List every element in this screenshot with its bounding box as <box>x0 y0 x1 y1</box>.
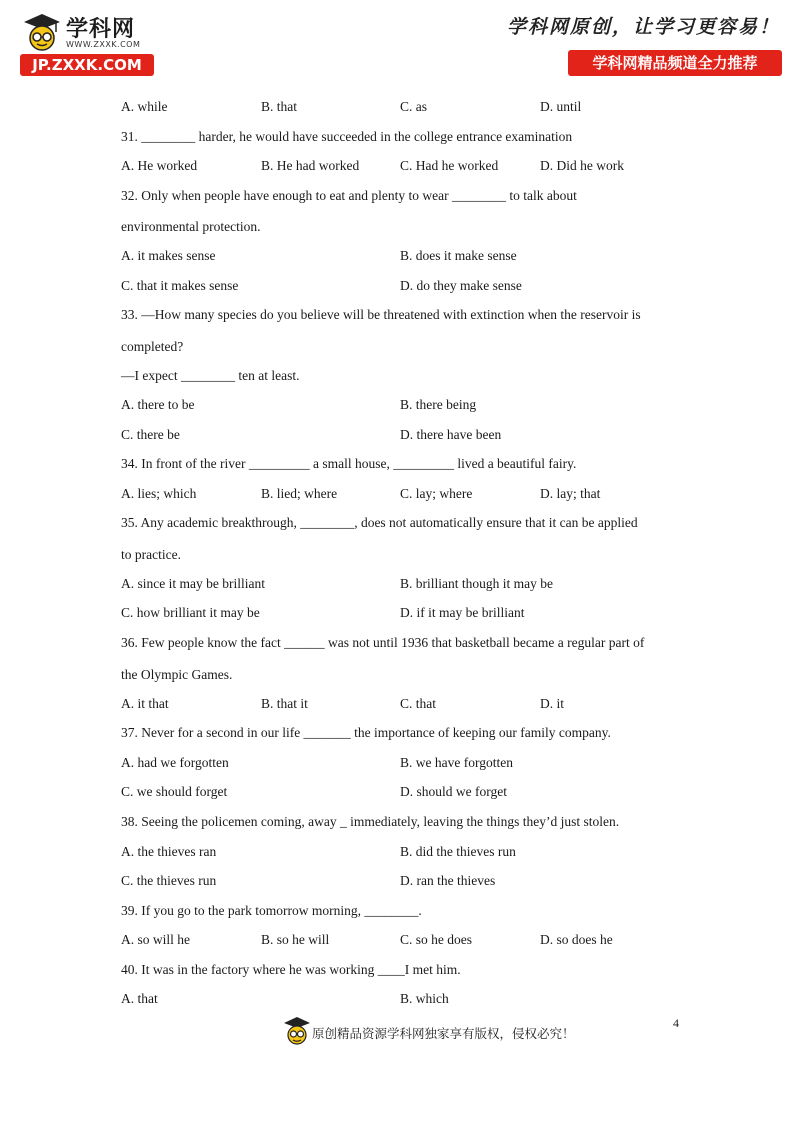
answer-option: C. there be <box>121 427 180 442</box>
answer-option: C. Had he worked <box>400 158 499 173</box>
options-row <box>0 755 800 773</box>
answer-option: D. do they make sense <box>400 278 522 293</box>
options-row <box>0 932 800 950</box>
answer-option: B. brilliant though it may be <box>400 576 553 591</box>
copyright-notice: 原创精品资源学科网独家享有版权，侵权必究！ <box>312 1026 575 1041</box>
answer-option: A. since it may be brilliant <box>121 576 265 591</box>
question-text: 40. It was in the factory where he was working ____I met him. <box>121 962 461 977</box>
options-row <box>0 873 800 891</box>
answer-option: D. if it may be brilliant <box>400 605 525 620</box>
answer-option: A. the thieves ran <box>121 844 217 859</box>
options-row <box>0 784 800 802</box>
answer-option: D. lay; that <box>540 486 601 501</box>
question-text: to practice. <box>121 547 181 562</box>
question-text: 33. —How many species do you believe will be threatened with extinction when the reservoir is <box>121 307 641 322</box>
options-row <box>0 158 800 176</box>
answer-option: B. lied; where <box>261 486 338 501</box>
question-text: 36. Few people know the fact ______ was not until 1936 that basketball became a regular part of <box>121 635 645 650</box>
mascot-icon <box>283 1016 311 1046</box>
answer-option: A. it that <box>121 696 169 711</box>
answer-option: B. did the thieves run <box>400 844 516 859</box>
answer-option: D. Did he work <box>540 158 624 173</box>
answer-option: A. that <box>121 991 158 1006</box>
options-row <box>0 486 800 504</box>
question-text: completed? <box>121 339 184 354</box>
question-text: 34. In front of the river _________ a small house, _________ lived a beautiful fairy. <box>121 456 577 471</box>
site-logo[interactable] <box>14 8 154 80</box>
answer-option: D. until <box>540 99 582 114</box>
question-text: the Olympic Games. <box>121 667 233 682</box>
options-row <box>0 696 800 714</box>
answer-option: A. had we forgotten <box>121 755 229 770</box>
answer-option: B. there being <box>400 397 477 412</box>
answer-option: C. that it makes sense <box>121 278 239 293</box>
options-row <box>0 397 800 415</box>
answer-option: B. which <box>400 991 449 1006</box>
answer-option: B. that <box>261 99 297 114</box>
answer-option: C. so he does <box>400 932 472 947</box>
question-text: environmental protection. <box>121 219 261 234</box>
answer-option: C. lay; where <box>400 486 473 501</box>
options-row <box>0 605 800 623</box>
site-url-badge[interactable]: JP.ZXXK.COM <box>20 54 154 76</box>
answer-option: D. there have been <box>400 427 502 442</box>
options-row <box>0 278 800 296</box>
answer-option: C. we should forget <box>121 784 228 799</box>
answer-option: A. lies; which <box>121 486 197 501</box>
question-text: 37. Never for a second in our life _______ the importance of keeping our family company. <box>121 725 611 740</box>
options-row <box>0 576 800 594</box>
options-row <box>0 844 800 862</box>
answer-option: A. it makes sense <box>121 248 216 263</box>
question-text: 35. Any academic breakthrough, ________, does not automatically ensure that it can be applied <box>121 515 638 530</box>
question-text: 39. If you go to the park tomorrow morning, ________. <box>121 903 422 918</box>
answer-option: A. He worked <box>121 158 198 173</box>
answer-option: C. as <box>400 99 427 114</box>
answer-option: A. while <box>121 99 168 114</box>
slogan: 学科网原创，让学习更容易！ <box>506 16 780 38</box>
brand-url: WWW.ZXXK.COM <box>66 40 141 49</box>
answer-option: D. ran the thieves <box>400 873 496 888</box>
question-text: 32. Only when people have enough to eat and plenty to wear ________ to talk about <box>121 188 577 203</box>
answer-option: D. it <box>540 696 565 711</box>
brand-name: 学科网 <box>66 17 136 42</box>
options-row <box>0 99 800 117</box>
answer-option: C. that <box>400 696 436 711</box>
mascot-icon <box>22 12 62 52</box>
options-row <box>0 248 800 266</box>
answer-option: B. we have forgotten <box>400 755 513 770</box>
answer-option: B. so he will <box>261 932 330 947</box>
question-text: —I expect ________ ten at least. <box>121 368 300 383</box>
page-number: 4 <box>673 1016 679 1030</box>
answer-option: B. does it make sense <box>400 248 517 263</box>
answer-option: D. should we forget <box>400 784 507 799</box>
options-row <box>0 427 800 445</box>
answer-option: B. He had worked <box>261 158 360 173</box>
question-text: 38. Seeing the policemen coming, away _ immediately, leaving the things they’d just stolen. <box>121 814 620 829</box>
answer-option: D. so does he <box>540 932 613 947</box>
options-row <box>0 991 800 1009</box>
answer-option: C. how brilliant it may be <box>121 605 260 620</box>
question-text: 31. ________ harder, he would have succeeded in the college entrance examination <box>121 129 573 144</box>
answer-option: A. there to be <box>121 397 195 412</box>
recommend-badge[interactable]: 学科网精品频道全力推荐 <box>568 50 782 76</box>
answer-option: B. that it <box>261 696 308 711</box>
answer-option: A. so will he <box>121 932 190 947</box>
answer-option: C. the thieves run <box>121 873 217 888</box>
